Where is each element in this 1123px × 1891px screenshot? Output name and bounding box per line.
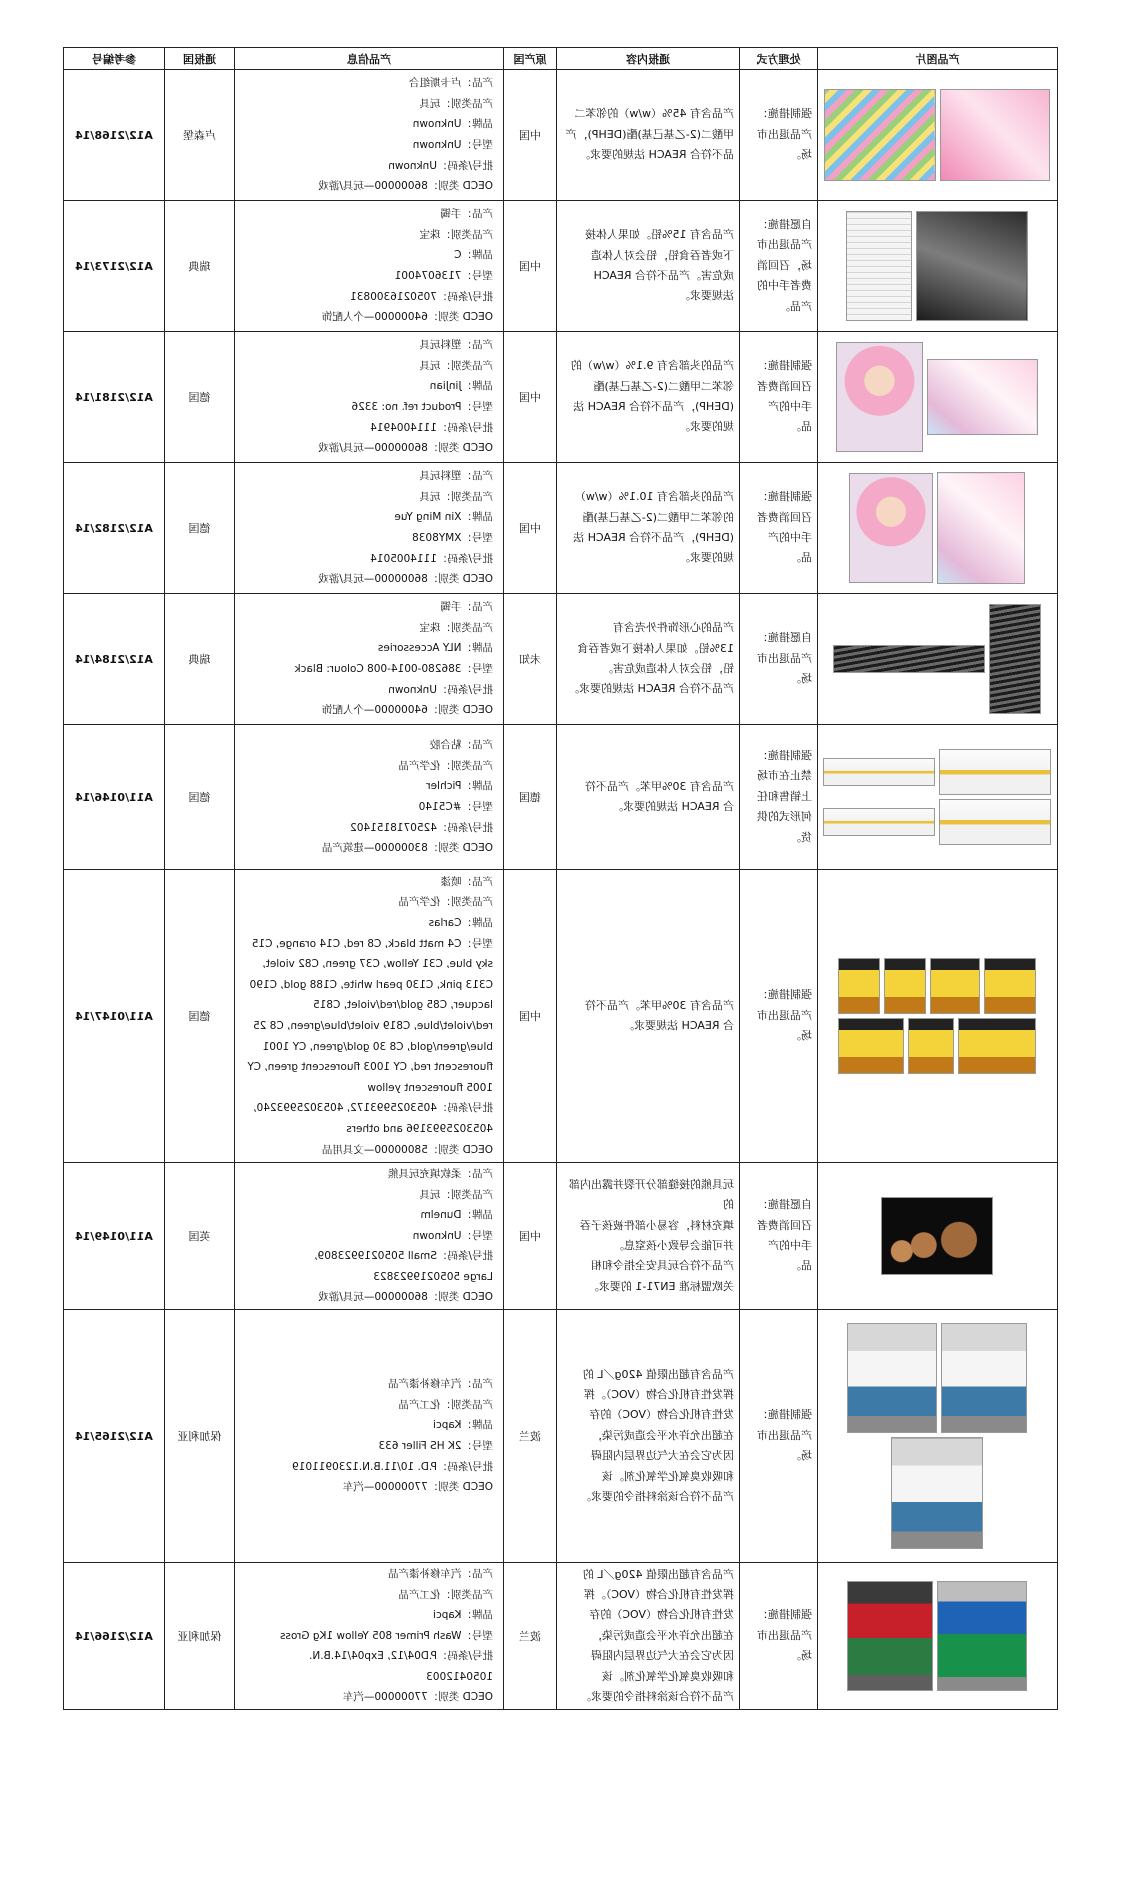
measure-line: 货。 — [790, 830, 812, 844]
product-photo — [839, 1018, 905, 1074]
measure-line: 产品退出市 — [757, 238, 812, 252]
info-line: 批号/条码：P.D04/12, Exp04/14.B.N. — [309, 1650, 493, 1663]
content-line: 填充材料，容易小部件被孩子吞 — [580, 1218, 734, 1232]
info-line: OECD 类别：64000000—个人配饰 — [321, 311, 493, 324]
notification-content-cell — [557, 725, 740, 870]
product-photo — [938, 1581, 1028, 1691]
measure-line: 产品退出市 — [757, 1428, 812, 1442]
reference-number-cell: A12/2181/14 — [64, 332, 165, 463]
product-photo — [938, 472, 1026, 584]
measure-line: 强制措施： — [757, 1408, 812, 1422]
measure-line: 产品退出市 — [757, 127, 812, 141]
product-photos-cell — [818, 70, 1058, 201]
product-photos-cell — [818, 201, 1058, 332]
info-line: 型号：Product ref. no: 3326 — [351, 401, 493, 413]
reference-number-cell: A12/2184/14 — [64, 594, 165, 725]
content-line: 产品不符合该涂料指令的要求。 — [580, 1690, 734, 1704]
info-line: 产品类别：化工产品 — [398, 1398, 493, 1411]
table-row — [64, 332, 1058, 463]
product-photo-group — [821, 749, 1054, 845]
header-info: 产品信息 — [235, 48, 504, 70]
measure-line: 召回消费者 — [757, 379, 812, 393]
product-photo — [942, 1323, 1028, 1433]
info-line: 型号：Unknown — [412, 1229, 493, 1242]
content-line: 合 REACH 法规要求。 — [623, 1019, 734, 1032]
content-line: 因为它会在大气边界层内阻碍 — [591, 1649, 734, 1663]
product-photo-group — [821, 342, 1054, 452]
product-photo-group — [821, 604, 1054, 714]
product-info-cell — [235, 332, 504, 463]
content-line: 法规要求。 — [679, 289, 734, 303]
measure-line: 产品退出市 — [757, 1008, 812, 1022]
info-line: 产品类别：化学产品 — [398, 896, 493, 909]
product-info-cell — [235, 1163, 504, 1310]
info-line: OECD 类别：86000000—玩具/游戏 — [318, 573, 493, 586]
notification-content-cell — [557, 870, 740, 1163]
product-photos-cell — [818, 332, 1058, 463]
product-photo-group — [821, 211, 1054, 321]
measure-line: 费者手中的 — [757, 279, 812, 293]
info-line: OECD 类别：83000000—建筑产品 — [321, 842, 493, 855]
content-line: 甲酸二(2-乙基己基)酯(DEHP)，产 — [565, 127, 734, 141]
measure-cell — [740, 1310, 818, 1563]
content-line: 在超出允许水平会造成污染， — [591, 1428, 734, 1442]
origin-country-cell: 德国 — [504, 725, 557, 870]
header-content: 通报内容 — [557, 48, 740, 70]
content-line: 和吸收臭氧化学氧化剂。该 — [602, 1669, 734, 1683]
product-photo-group — [821, 472, 1054, 584]
info-line: fluorescent red, CY 1003 fluorescent green, CY — [247, 1061, 493, 1074]
info-line: 品牌：Kapci — [433, 1609, 493, 1622]
measure-line: 强制措施： — [757, 359, 812, 373]
header-ref: 参考编号 — [64, 48, 165, 70]
content-line: 玩具熊的接缝部分开裂并露出内部的 — [569, 1177, 734, 1212]
info-line: 产品类别：玩具 — [419, 490, 493, 503]
product-photos-cell — [818, 1563, 1058, 1710]
info-line: 型号：2K HS Filler 633 — [378, 1440, 493, 1452]
info-line: sky blue, C31 Yellow, C37 green, C82 violet, — [262, 958, 493, 971]
measure-line: 产品退出市 — [757, 1628, 812, 1642]
product-photo-group — [821, 89, 1054, 181]
notification-content-cell — [557, 70, 740, 201]
info-line: OECD 类别：86000000—玩具/游戏 — [318, 180, 493, 193]
measure-line: 强制措施： — [757, 1608, 812, 1622]
info-line: 品牌：NLY Accessories — [377, 642, 493, 655]
table-row — [64, 70, 1058, 201]
product-photos-cell — [818, 594, 1058, 725]
info-line: 产品：柔软填充玩具熊 — [388, 1167, 493, 1180]
info-line: 品牌：Dunelm — [420, 1209, 493, 1222]
reference-number-cell: A11/0147/14 — [64, 870, 165, 1163]
info-line: 产品类别：化学产品 — [398, 759, 493, 772]
product-photo-group — [821, 1197, 1054, 1275]
content-line: 规的要求。 — [679, 551, 734, 565]
content-line: 13%铅。如果人体接下或者吞食 — [577, 641, 734, 655]
product-photos-cell — [818, 463, 1058, 594]
notifying-country-cell: 德国 — [165, 463, 235, 594]
reference-number-cell: A12/2173/14 — [64, 201, 165, 332]
measure-cell — [740, 201, 818, 332]
content-line: 产品含有超出限值 420g／L 的 — [582, 1567, 734, 1581]
content-line: 规的要求。 — [679, 420, 734, 434]
product-photo — [850, 473, 934, 583]
info-line: 批号/条码：Unknown — [388, 159, 493, 172]
content-line: (DEHP)，产品不符合 REACH 法 — [573, 400, 734, 413]
product-photo — [824, 758, 936, 786]
measure-line: 场。 — [790, 1029, 812, 1043]
info-line: 产品：塑料玩具 — [419, 470, 493, 483]
info-line: 批号/条码：7050216300831 — [350, 290, 493, 303]
info-line: 品牌：Pichler — [426, 780, 493, 793]
origin-country-cell: 中国 — [504, 870, 557, 1163]
product-photo — [848, 1323, 938, 1433]
product-photos-cell — [818, 870, 1058, 1163]
measure-line: 场。 — [790, 148, 812, 162]
info-line: OECD 类别：77000000—汽车 — [342, 1691, 493, 1704]
measure-line: 品。 — [790, 1259, 812, 1273]
header-photos: 产品图片 — [818, 48, 1058, 70]
content-line: 产品不符合玩具安全指令和相 — [591, 1259, 734, 1273]
content-line: 产品含有 30%甲苯。产品不符 — [585, 998, 734, 1012]
notification-content-cell — [557, 1163, 740, 1310]
product-info-cell — [235, 201, 504, 332]
info-line: 产品类别：珠宝 — [419, 621, 493, 634]
measure-line: 场，召回消 — [757, 258, 812, 272]
table-row — [64, 1563, 1058, 1710]
measure-line: 自愿措施： — [757, 631, 812, 645]
content-line: 发性有机化合物（VOC）的存 — [589, 1608, 734, 1622]
content-line: 产品含有 45%（w/w）的邻苯二 — [574, 107, 734, 121]
content-line: 产品含有超出限值 420g／L 的 — [582, 1367, 734, 1381]
info-line: 产品：塑料玩具 — [419, 339, 493, 352]
info-line: 产品类别：玩具 — [419, 97, 493, 110]
info-line: lacquer, C85 gold/red/violet, C815 — [313, 999, 493, 1012]
product-info-cell — [235, 594, 504, 725]
content-line: 产品不符合 REACH 法规的要求。 — [568, 682, 734, 696]
content-line: 因为它会在大气边界层内阻碍 — [591, 1449, 734, 1463]
notifying-country-cell: 卢森堡 — [165, 70, 235, 201]
content-line: 合 REACH 法规的要求。 — [612, 800, 734, 813]
measure-line: 场。 — [790, 1649, 812, 1663]
info-line: 品牌：Unknown — [412, 118, 493, 131]
product-photo — [928, 359, 1039, 435]
table-row — [64, 1163, 1058, 1310]
content-line: 并可能会导致小孩窒息。 — [613, 1239, 734, 1252]
measure-line: 品。 — [790, 420, 812, 434]
content-line: 挥发性有机化合物（VOC）。挥 — [583, 1587, 734, 1601]
measure-cell — [740, 1563, 818, 1710]
product-info-cell — [235, 70, 504, 201]
product-photo-group — [821, 958, 1054, 1074]
info-line: OECD 类别：58000000—文具用品 — [321, 1143, 493, 1156]
product-photo — [882, 1197, 994, 1275]
product-photo-group — [821, 1581, 1054, 1691]
reference-number-cell: A12/2165/14 — [64, 1310, 165, 1563]
table-header-row — [64, 48, 1058, 70]
notifying-country-cell: 保加利亚 — [165, 1563, 235, 1710]
notifying-country-cell: 德国 — [165, 870, 235, 1163]
info-line: OECD 类别：86000000—玩具/游戏 — [318, 442, 493, 455]
measure-cell — [740, 70, 818, 201]
info-line: 产品类别：玩具 — [419, 1188, 493, 1201]
info-line: 产品：手镯 — [440, 601, 493, 614]
product-photo — [834, 645, 986, 673]
info-line: 1050412003 — [426, 1670, 493, 1683]
info-line: C313 pink, C130 pearl white, C188 gold, C190 — [249, 978, 493, 991]
info-line: 产品：喷漆 — [440, 875, 493, 888]
measure-line: 召回消费者 — [757, 510, 812, 524]
origin-country-cell: 中国 — [504, 463, 557, 594]
measure-line: 手中的产 — [768, 1239, 812, 1252]
info-line: 产品：粘合胶 — [430, 739, 493, 752]
notifying-country-cell: 德国 — [165, 725, 235, 870]
content-line: 产品含有 30%甲苯。产品不符 — [585, 779, 734, 793]
info-line: OECD 类别：86000000—玩具/游戏 — [318, 1291, 493, 1304]
measure-line: 强制措施： — [757, 988, 812, 1002]
info-line: OECD 类别：64000000—个人配饰 — [321, 704, 493, 717]
product-info-cell — [235, 725, 504, 870]
origin-country-cell: 未知 — [504, 594, 557, 725]
info-line: 产品类别：玩具 — [419, 359, 493, 372]
reference-number-cell: A11/0149/14 — [64, 1163, 165, 1310]
product-info-cell — [235, 1310, 504, 1563]
notifying-country-cell: 保加利亚 — [165, 1310, 235, 1563]
product-photo — [959, 1018, 1037, 1074]
table-row — [64, 201, 1058, 332]
info-line: 4053025993196 and others — [346, 1122, 493, 1135]
product-photo — [892, 1437, 984, 1549]
content-line: 产品含有 15%铅。如果人体接 — [585, 228, 734, 242]
notification-content-cell — [557, 594, 740, 725]
content-line: 成危害。产品不符合 REACH — [593, 269, 734, 282]
product-photo — [909, 1018, 955, 1074]
reference-number-cell: A12/2168/14 — [64, 70, 165, 201]
info-line: 型号：7136074001 — [394, 270, 493, 282]
measure-line: 产品。 — [779, 299, 812, 313]
measure-line: 自愿措施： — [757, 217, 812, 231]
measure-line: 产品退出市 — [757, 651, 812, 665]
notification-content-cell — [557, 201, 740, 332]
measure-line: 强制措施： — [757, 490, 812, 504]
product-photos-cell — [818, 725, 1058, 870]
measure-line: 手中的产 — [768, 400, 812, 413]
info-line: Large 5050219923823 — [373, 1270, 493, 1283]
measure-line: 手中的产 — [768, 531, 812, 544]
content-line: 品不符合 REACH 法规的要求。 — [579, 148, 734, 162]
info-line: 批号/条码：Small 5050219923809, — [314, 1250, 493, 1263]
content-line: 关欧盟标准 EN71-1 的要求。 — [587, 1279, 734, 1293]
measure-line: 场。 — [790, 1449, 812, 1463]
product-photo — [847, 211, 913, 321]
info-line: 品牌：Xin Ming Yue — [394, 511, 493, 524]
info-line: 型号：XMY8038 — [412, 532, 493, 544]
content-line: 产品不符合该涂料指令的要求。 — [580, 1490, 734, 1504]
reference-number-cell: A11/0146/14 — [64, 725, 165, 870]
info-line: 产品：汽车修补漆产品 — [388, 1378, 493, 1391]
content-line: 的邻苯二甲酸二(2-乙基己基)酯 — [582, 510, 734, 524]
info-line: 型号：#C5140 — [418, 801, 493, 813]
notification-content-cell — [557, 463, 740, 594]
origin-country-cell: 中国 — [504, 332, 557, 463]
reference-number-cell: A12/2182/14 — [64, 463, 165, 594]
content-line: 铅，铅会对人体造成危害。 — [602, 662, 734, 675]
table-row — [64, 463, 1058, 594]
header-origin: 原产国 — [504, 48, 557, 70]
measure-line: 召回消费者 — [757, 1218, 812, 1232]
info-line: 产品类别：化工产品 — [398, 1588, 493, 1601]
product-photos-cell — [818, 1310, 1058, 1563]
product-photos-cell — [818, 1163, 1058, 1310]
product-photo — [825, 89, 937, 181]
product-photo — [941, 89, 1051, 181]
content-line: 挥发性有机化合物（VOC）。挥 — [583, 1387, 734, 1401]
content-line: (DEHP)，产品不符合 REACH 法 — [573, 531, 734, 544]
info-line: 型号：Unknown — [412, 139, 493, 151]
measure-cell — [740, 870, 818, 1163]
content-line: 和吸收臭氧化学氧化剂。该 — [602, 1469, 734, 1483]
origin-country-cell: 中国 — [504, 70, 557, 201]
table-row — [64, 594, 1058, 725]
info-line: 品牌：C — [454, 249, 493, 262]
measure-line: 品。 — [790, 551, 812, 565]
origin-country-cell: 中国 — [504, 1163, 557, 1310]
content-line: 产品的心形饰件外壳含有 — [613, 621, 734, 635]
product-photo — [940, 799, 1052, 845]
info-line: 产品：汽车修补漆产品 — [388, 1567, 493, 1580]
measure-line: 禁止在市场 — [757, 769, 812, 783]
product-photo — [985, 958, 1037, 1014]
measure-cell — [740, 1163, 818, 1310]
product-info-cell — [235, 1563, 504, 1710]
measure-line: 上销售和任 — [757, 789, 812, 803]
product-photo — [848, 1581, 934, 1691]
measure-cell — [740, 463, 818, 594]
measure-line: 何形式的供 — [757, 810, 812, 824]
measure-line: 自愿措施： — [757, 1198, 812, 1212]
product-photo — [839, 958, 881, 1014]
info-line: OECD 类别：77000000—汽车 — [342, 1481, 493, 1494]
info-line: 批号/条码：1114005014 — [370, 552, 493, 565]
info-line: 型号：386280-0014-008 Colour: Black — [294, 663, 493, 675]
info-line: 品牌：Carlas — [428, 917, 493, 930]
content-line: 邻苯二甲酸二(2-乙基己基)酯 — [593, 379, 734, 393]
product-photo — [917, 211, 1029, 321]
measure-line: 场。 — [790, 672, 812, 686]
info-line: 批号/条码：4053025993172, 4053025993240, — [253, 1102, 493, 1115]
info-line: 型号：C4 matt black, C8 red, C14 orange, C15 — [251, 937, 493, 950]
info-line: 型号：Wash Primer 805 Yellow 1Kg Gross — [279, 1629, 493, 1642]
origin-country-cell: 波兰 — [504, 1310, 557, 1563]
recall-notification-table — [63, 47, 1058, 1710]
product-photo — [940, 749, 1052, 795]
content-line: 产品的头部含有 10.1%（w/w） — [574, 490, 734, 504]
measure-cell — [740, 725, 818, 870]
header-measure: 处理方式 — [740, 48, 818, 70]
content-line: 产品的头部含有 9.1%（w/w）的 — [570, 359, 734, 373]
measure-cell — [740, 332, 818, 463]
product-photo — [824, 808, 936, 836]
notifying-country-cell: 德国 — [165, 332, 235, 463]
reference-number-cell: A12/2166/14 — [64, 1563, 165, 1710]
info-line: 产品：卢卡斯组合 — [409, 77, 493, 90]
notification-content-cell — [557, 1563, 740, 1710]
info-line: 品牌：Kapci — [433, 1419, 493, 1432]
measure-cell — [740, 594, 818, 725]
info-line: 产品：手镯 — [440, 208, 493, 221]
notifying-country-cell: 英国 — [165, 1163, 235, 1310]
product-info-cell — [235, 870, 504, 1163]
info-line: 1005 fluorescent yellow — [367, 1081, 493, 1094]
product-photo-group — [821, 1323, 1054, 1549]
info-line: red/violet/blue, C819 violet/blue/green, C8 25 — [253, 1020, 493, 1032]
product-photo — [990, 604, 1042, 714]
info-line: blue/green/gold, C8 30 gold/green, CY 1001 — [262, 1040, 493, 1053]
table-row — [64, 725, 1058, 870]
info-line: 批号/条码：1114004914 — [370, 421, 493, 434]
info-line: 批号/条码：4250718151402 — [350, 821, 493, 834]
measure-line: 强制措施： — [757, 107, 812, 121]
measure-line: 强制措施： — [757, 748, 812, 762]
header-notifier: 通报国 — [165, 48, 235, 70]
info-line: 产品类别：珠宝 — [419, 228, 493, 241]
origin-country-cell: 波兰 — [504, 1563, 557, 1710]
product-info-cell — [235, 463, 504, 594]
product-photo — [931, 958, 981, 1014]
notifying-country-cell: 瑞典 — [165, 201, 235, 332]
notification-content-cell — [557, 332, 740, 463]
content-line: 发性有机化合物（VOC）的存 — [589, 1408, 734, 1422]
content-line: 下或者吞食铅，铅会对人体造 — [591, 248, 734, 262]
notifying-country-cell: 瑞典 — [165, 594, 235, 725]
table-row — [64, 870, 1058, 1163]
content-line: 在超出允许水平会造成污染， — [591, 1628, 734, 1642]
notification-content-cell — [557, 1310, 740, 1563]
product-photo — [837, 342, 924, 452]
info-line: 品牌：JinJian — [429, 380, 493, 393]
info-line: 批号/条码：P.D. 10/11.B.N.1230911019 — [292, 1460, 493, 1473]
product-photo — [885, 958, 927, 1014]
origin-country-cell: 中国 — [504, 201, 557, 332]
info-line: 批号/条码：Unknown — [388, 683, 493, 696]
table-row — [64, 1310, 1058, 1563]
